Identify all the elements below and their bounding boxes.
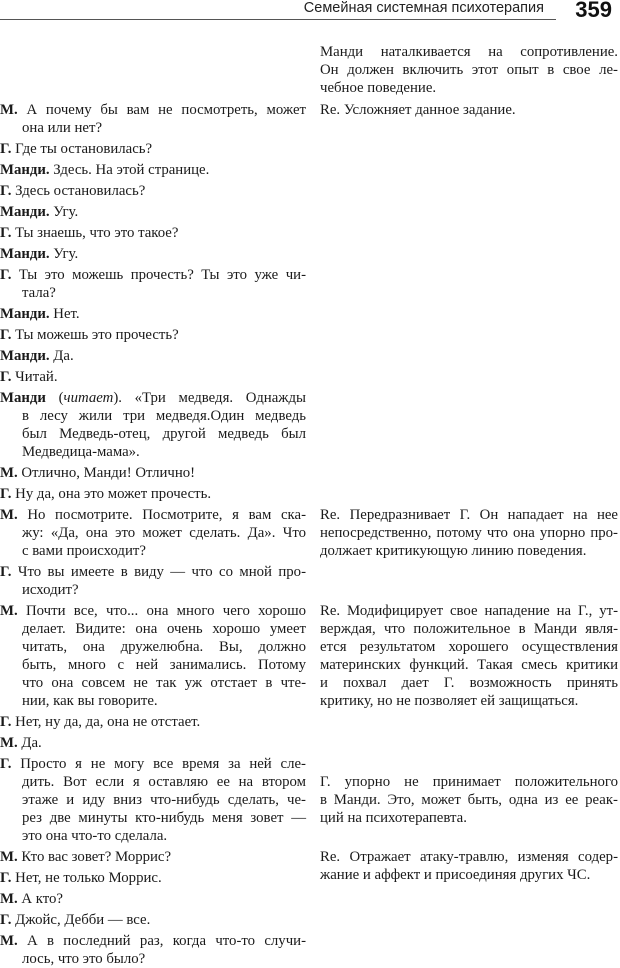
line-text: с вами происходит? xyxy=(22,543,146,559)
commentary-line xyxy=(320,79,618,97)
line-text: жание и аффект и присоединяя других ЧС. xyxy=(320,867,591,883)
line-text: Угу. xyxy=(49,204,79,220)
line-text: быть, много с ней занимались. Потому xyxy=(22,657,306,673)
dialogue-line xyxy=(0,563,306,581)
dialogue-line xyxy=(0,950,306,968)
speaker-label: М. xyxy=(0,507,18,523)
dialogue-line xyxy=(0,464,306,482)
dialogue-line xyxy=(0,161,306,179)
page-header xyxy=(0,0,620,22)
dialogue-line xyxy=(0,305,306,323)
commentary-line xyxy=(320,638,618,656)
line-text: ций на психотерапевта. xyxy=(320,810,467,826)
dialogue-line xyxy=(0,443,306,461)
speaker-label: Г. xyxy=(0,267,12,283)
line-text: А в последний раз, когда что-то случи- xyxy=(17,933,306,949)
dialogue-line xyxy=(0,674,306,692)
line-text: Г. упорно не принимает положительного xyxy=(320,774,618,790)
dialogue-line xyxy=(0,692,306,710)
line-text: ). «Три медведя. Однажды xyxy=(113,390,306,406)
line-text: Ты можешь это прочесть? xyxy=(11,327,179,343)
stage-direction: читает xyxy=(63,390,114,406)
dialogue-line xyxy=(0,755,306,773)
dialogue-line xyxy=(0,773,306,791)
line-text: делает. Видите: она очень хорошо умеет xyxy=(22,621,306,637)
line-text: Кто вас зовет? Моррис? xyxy=(17,849,172,865)
speaker-label: Манди. xyxy=(0,246,50,262)
dialogue-line xyxy=(0,389,306,407)
line-text: исходит? xyxy=(22,582,79,598)
speaker-label: Г. xyxy=(0,486,12,502)
line-text: А почему бы вам не посмотреть, может xyxy=(17,102,306,118)
speaker-label: Г. xyxy=(0,225,12,241)
speaker-label: М. xyxy=(0,849,18,865)
line-text: Re. Отражает атаку-травлю, изменяя содер- xyxy=(320,849,618,865)
speaker-label: М. xyxy=(0,603,18,619)
line-text: Нет. xyxy=(49,306,80,322)
line-text: рез две минуты кто-нибудь меня зовет — xyxy=(22,810,306,826)
dialogue-line xyxy=(0,368,306,386)
dialogue-line xyxy=(0,506,306,524)
line-text: это она что-то сделала. xyxy=(22,828,168,844)
commentary-line xyxy=(320,674,618,692)
commentary-line xyxy=(320,506,618,524)
speaker-label: Г. xyxy=(0,141,12,157)
line-text: лось, что это было? xyxy=(22,951,146,967)
line-text: чебное поведение. xyxy=(320,80,437,96)
line-text: жу: «Да, она это может сделать. Да». Что xyxy=(22,525,306,541)
speaker-label: Г. xyxy=(0,714,12,730)
line-text: Что вы имеете в виду — что со мной про- xyxy=(11,564,306,580)
line-text: в Манди. Это, может быть, одна из ее реак- xyxy=(320,792,618,808)
speaker-label: Манди. xyxy=(0,348,50,364)
speaker-label: Г. xyxy=(0,912,12,928)
speaker-label: Г. xyxy=(0,564,12,580)
dialogue-line xyxy=(0,347,306,365)
dialogue-line xyxy=(0,734,306,752)
line-text: критику, но не позволяет ей защищаться. xyxy=(320,693,579,709)
line-text: тала? xyxy=(22,285,56,301)
line-text: Медведица-мама». xyxy=(22,444,140,460)
line-text: Нет, ну да, да, она не отстает. xyxy=(11,714,201,730)
speaker-label: Г. xyxy=(0,756,12,772)
dialogue-line xyxy=(0,284,306,302)
dialogue-line xyxy=(0,224,306,242)
commentary-line xyxy=(320,524,618,542)
commentary-line xyxy=(320,773,618,791)
line-text: Нет, не только Моррис. xyxy=(11,870,162,886)
commentary-line xyxy=(320,620,618,638)
commentary-line xyxy=(320,866,618,884)
line-text: Re. Модифицирует свое нападение на Г., ут- xyxy=(320,603,618,619)
line-text: ется результатом хорошего осуществления xyxy=(320,639,618,655)
line-text: Да. xyxy=(49,348,74,364)
line-text: в лесу жили три медведя.Один медведь xyxy=(22,408,306,424)
line-text: Где ты остановилась? xyxy=(11,141,153,157)
line-text: Здесь. На этой странице. xyxy=(49,162,210,178)
line-text: дить. Вот если я оставляю ее на втором xyxy=(22,774,306,790)
dialogue-line xyxy=(0,713,306,731)
line-text: Угу. xyxy=(49,246,79,262)
dialogue-line xyxy=(0,602,306,620)
dialogue-line xyxy=(0,101,306,119)
speaker-label: Манди. xyxy=(0,204,50,220)
dialogue-line xyxy=(0,638,306,656)
commentary-line xyxy=(320,43,618,61)
line-prefix: ( xyxy=(45,390,64,406)
speaker-label: М. xyxy=(0,465,18,481)
line-text: Просто я не могу все время за ней сле- xyxy=(11,756,306,772)
dialogue-line xyxy=(0,656,306,674)
line-text: непосредственно, потому что она упорно про- xyxy=(320,525,618,541)
speaker-label: Г. xyxy=(0,369,12,385)
line-text: Ну да, она это может прочесть. xyxy=(11,486,212,502)
line-text: Манди наталкивается на сопротивление. xyxy=(320,44,618,60)
dialogue-line xyxy=(0,485,306,503)
line-text: Читай. xyxy=(11,369,58,385)
line-text: Он должен включить этот опыт в свое ле- xyxy=(320,62,618,78)
line-text: А кто? xyxy=(17,891,63,907)
dialogue-line xyxy=(0,140,306,158)
dialogue-line xyxy=(0,809,306,827)
speaker-label: М. xyxy=(0,933,18,949)
line-text: и похвал дает Г. возможность принять xyxy=(320,675,618,691)
line-text: что она совсем не так уж отстает в чте- xyxy=(22,675,306,691)
commentary-line xyxy=(320,848,618,866)
commentary-line xyxy=(320,101,618,119)
speaker-label: Г. xyxy=(0,870,12,886)
dialogue-line xyxy=(0,425,306,443)
commentary-line xyxy=(320,542,618,560)
dialogue-line xyxy=(0,932,306,950)
line-text: Почти все, что... она много чего хорошо xyxy=(17,603,306,619)
line-text: должает критикующую линию поведения. xyxy=(320,543,587,559)
speaker-label: Г. xyxy=(0,183,12,199)
line-text: Отлично, Манди! Отлично! xyxy=(17,465,196,481)
line-text: Re. Передразнивает Г. Он нападает на нее xyxy=(320,507,618,523)
header-rule xyxy=(0,19,556,20)
commentary-line xyxy=(320,602,618,620)
commentary-line xyxy=(320,692,618,710)
dialogue-line xyxy=(0,542,306,560)
speaker-label: Манди. xyxy=(0,162,50,178)
line-text: Ты знаешь, что это такое? xyxy=(11,225,179,241)
line-text: Джойс, Дебби — все. xyxy=(11,912,151,928)
line-text: был Медведь-отец, другой медведь был xyxy=(22,426,306,442)
line-text: верждая, что положительное в Манди явля- xyxy=(320,621,618,637)
page-number: 359 xyxy=(575,0,612,22)
speaker-label: М. xyxy=(0,102,18,118)
line-text: читать, она дружелюбна. Вы, должно xyxy=(22,639,306,655)
commentary-line xyxy=(320,791,618,809)
dialogue-line xyxy=(0,869,306,887)
line-text: Но посмотрите. Посмотрите, я вам ска- xyxy=(17,507,306,523)
dialogue-line xyxy=(0,827,306,845)
speaker-label: М. xyxy=(0,891,18,907)
dialogue-line xyxy=(0,326,306,344)
dialogue-line xyxy=(0,581,306,599)
dialogue-line xyxy=(0,620,306,638)
speaker-label: Манди. xyxy=(0,306,50,322)
dialogue-line xyxy=(0,182,306,200)
dialogue-line xyxy=(0,119,306,137)
line-text: Да. xyxy=(17,735,42,751)
speaker-label: М. xyxy=(0,735,18,751)
dialogue-line xyxy=(0,245,306,263)
commentary-line xyxy=(320,809,618,827)
commentary-line xyxy=(320,61,618,79)
line-text: Здесь остановилась? xyxy=(11,183,146,199)
dialogue-line xyxy=(0,524,306,542)
commentary-line xyxy=(320,656,618,674)
line-text: она или нет? xyxy=(22,120,103,136)
speaker-label: Манди xyxy=(0,390,46,406)
dialogue-line xyxy=(0,407,306,425)
line-text: этаже и иду вниз что-нибудь сделать, че- xyxy=(22,792,306,808)
line-text: Re. Усложняет данное задание. xyxy=(320,102,516,118)
line-text: материнских функций. Такая смесь критики xyxy=(320,657,618,673)
dialogue-line xyxy=(0,911,306,929)
running-title: Семейная системная психотерапия xyxy=(303,0,544,16)
dialogue-line xyxy=(0,848,306,866)
dialogue-line xyxy=(0,203,306,221)
dialogue-line xyxy=(0,791,306,809)
dialogue-line xyxy=(0,266,306,284)
speaker-label: Г. xyxy=(0,327,12,343)
dialogue-line xyxy=(0,890,306,908)
line-text: Ты это можешь прочесть? Ты это уже чи- xyxy=(11,267,306,283)
line-text: нии, как вы говорите. xyxy=(22,693,158,709)
